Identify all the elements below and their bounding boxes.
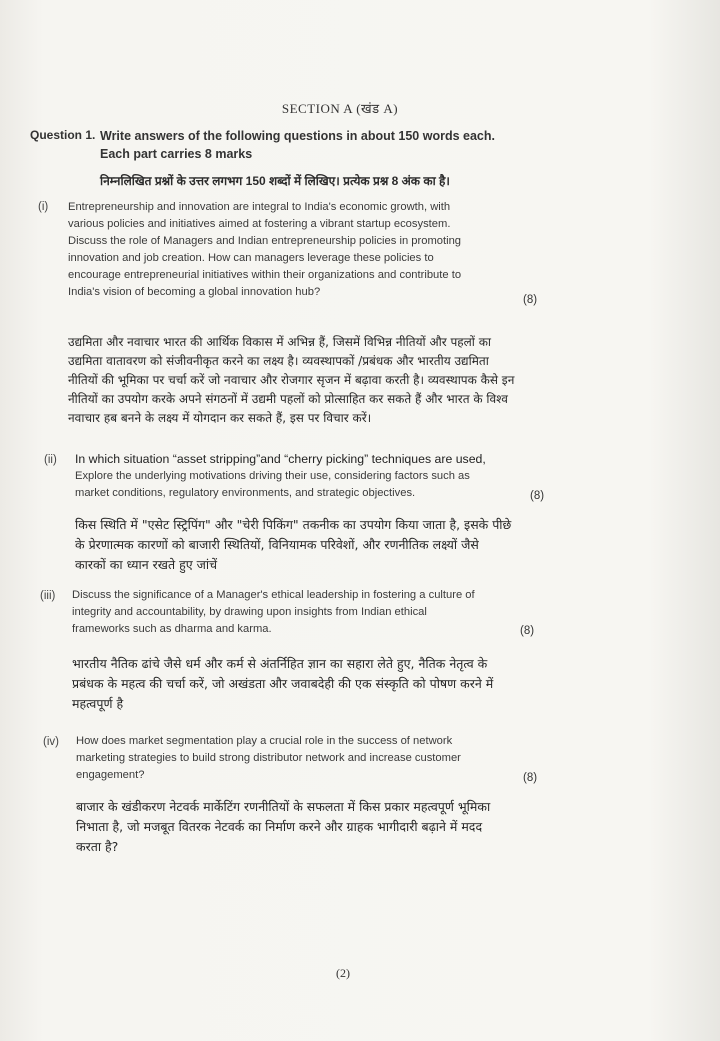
hindi-line: भारतीय नैतिक ढांचे जैसे धर्म और कर्म से अंतर्निहित ज्ञान का सहारा लेते हुए, नैतिक नेतृत्व के	[72, 656, 488, 671]
page-number: (2)	[336, 966, 350, 980]
part-english-text	[68, 199, 542, 301]
part-english-text	[76, 733, 546, 784]
question-instructions	[100, 127, 660, 163]
hindi-line: नवाचार हब बनने के लक्ष्य में योगदान कर सकते हैं, इस पर विचार करें।	[68, 411, 372, 425]
english-line: encourage entrepreneurial initiatives within their organizations and contribute to	[68, 269, 462, 281]
hindi-line: नीतियों की भूमिका पर चर्चा करें जो नवाचार और रोजगार सृजन में बढ़ावा करती है। व्यवस्थापक कैसे इन	[68, 373, 515, 387]
hindi-line: उद्यमिता वातावरण को संजीवनीकृत करने का लक्ष्य है। व्यवस्थापकों /प्रबंधक और भारतीय उद्यमिता	[68, 354, 489, 368]
english-line: Discuss the role of Managers and Indian entrepreneurship policies in promoting	[68, 235, 462, 247]
part-numeral: (iv)	[43, 736, 59, 748]
part-numeral: (ii)	[44, 454, 57, 466]
english-line: market conditions, regulatory environments, and strategic objectives.	[75, 487, 416, 499]
hindi-line: कारकों का ध्यान रखते हुए जांचें	[75, 557, 218, 572]
english-line: innovation and job creation. How can managers leverage these policies to	[68, 252, 434, 264]
part-hindi-text	[75, 515, 555, 575]
part-english-text	[75, 451, 555, 502]
hindi-line: महत्वपूर्ण है	[72, 696, 124, 711]
question-instruction-line-1: Write answers of the following questions in about 150 words each.	[100, 129, 495, 143]
part-marks: (8)	[520, 625, 535, 637]
english-line: engagement?	[76, 769, 145, 781]
english-line: various policies and initiatives aimed at fostering a vibrant startup ecosystem.	[68, 218, 451, 230]
hindi-line: प्रबंधक के महत्व की चर्चा करें, जो अखंडता और जवाबदेही की एक संस्कृति को पोषण करने में	[72, 676, 494, 691]
question-instruction-hindi: निम्नलिखित प्रश्नों के उत्तर लगभग 150 शब्दों में लिखिए। प्रत्येक प्रश्न 8 अंक का है।	[100, 174, 450, 188]
english-line: How does market segmentation play a crucial role in the success of network	[76, 735, 453, 747]
english-line: Discuss the significance of a Manager's ethical leadership in fostering a culture of	[72, 589, 475, 601]
part-hindi-text	[76, 797, 556, 857]
part-english-text	[72, 587, 546, 638]
part-numeral: (i)	[38, 201, 49, 213]
question-label: Question 1.	[30, 128, 96, 142]
english-line: integrity and accountability, by drawing upon insights from Indian ethical	[72, 606, 427, 618]
hindi-line: करता है?	[76, 839, 119, 854]
english-line: India's vision of becoming a global innovation hub?	[68, 286, 321, 298]
part-marks: (8)	[523, 294, 538, 306]
question-instruction-line-2: Each part carries 8 marks	[100, 147, 253, 161]
hindi-line: किस स्थिति में "एसेट स्ट्रिपिंग" और "चेरी पिकिंग" तकनीक का उपयोग किया जाता है, इसके पीछे	[75, 517, 512, 532]
section-title: SECTION A (खंड A)	[281, 101, 399, 116]
part-marks: (8)	[523, 772, 538, 784]
hindi-line: निभाता है, जो मजबूत वितरक नेटवर्क का निर्माण करने और ग्राहक भागीदारी बढ़ाने में मदद	[76, 819, 483, 834]
hindi-line: के प्रेरणात्मक कारणों को बाजारी स्थितियों, विनियामक परिवेशों, और रणनीतिक लक्ष्यों जैसे	[75, 537, 479, 552]
english-line: marketing strategies to build strong distributor network and increase customer	[76, 752, 461, 764]
hindi-line: नीतियों का उपयोग करके अपने संगठनों में उद्यमी पहलों को प्रोत्साहित कर सकते हैं और भारत के विश्व	[68, 392, 508, 406]
english-line: frameworks such as dharma and karma.	[72, 623, 272, 635]
hindi-line: बाजार के खंडीकरण नेटवर्क मार्केटिंग रणनीतियों के सफलता में किस प्रकार महत्वपूर्ण भूमिका	[76, 799, 491, 814]
part-numeral: (iii)	[40, 590, 56, 602]
hindi-line: उद्यमिता और नवाचार भारत की आर्थिक विकास में अभिन्न हैं, जिसमें विभिन्न नीतियों और पहलों का	[68, 335, 492, 349]
part-marks: (8)	[530, 490, 545, 502]
english-line: Entrepreneurship and innovation are integral to India's economic growth, with	[68, 201, 451, 213]
english-line: In which situation “asset stripping”and “cherry picking” techniques are used,	[75, 452, 486, 466]
part-hindi-text	[68, 333, 588, 428]
english-line: Explore the underlying motivations driving their use, considering factors such as	[75, 470, 470, 482]
part-hindi-text	[72, 654, 552, 714]
